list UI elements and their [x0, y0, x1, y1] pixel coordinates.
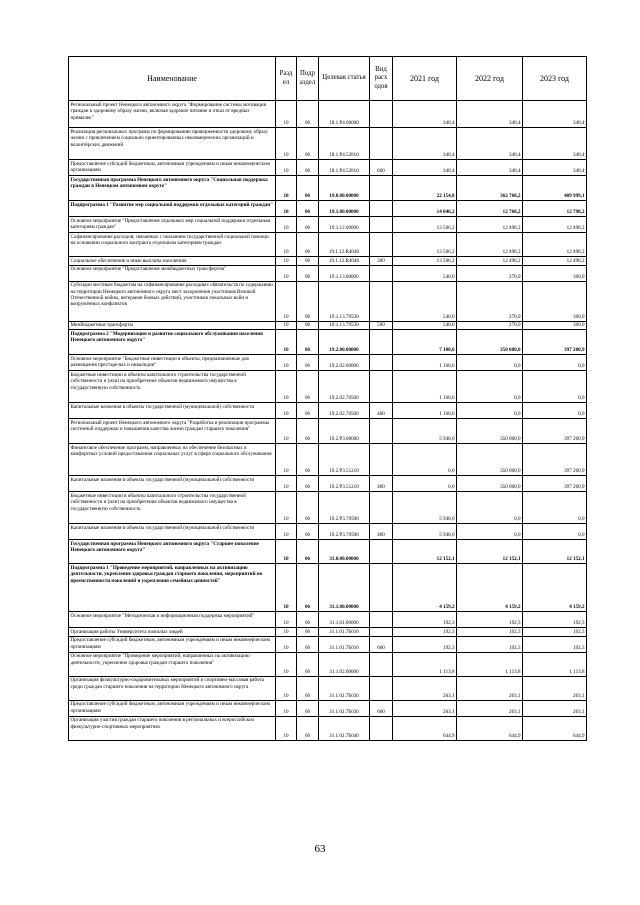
- cell-2023: 348,4: [523, 128, 587, 160]
- cell-expense-type: [370, 676, 393, 700]
- cell-name: Основное мероприятие "Предоставление межбюджетных трансфертов": [69, 265, 276, 281]
- cell-podrazdel: 06: [297, 101, 319, 128]
- cell-article: 31.1.01.7Б010: [319, 636, 370, 652]
- cell-expense-type: [370, 492, 393, 524]
- cell-podrazdel: 06: [297, 233, 319, 257]
- cell-2022: 263,1: [457, 700, 523, 716]
- table-row: [69, 201, 587, 217]
- cell-2023: 4 159,2: [523, 564, 587, 612]
- cell-name: Предоставление субсидий бюджетным, автономным учреждениям и иным некоммерческим организациям: [69, 700, 276, 716]
- cell-article: 19.2.02.00000: [319, 355, 370, 371]
- cell-podrazdel: 06: [297, 612, 319, 628]
- cell-2022: 4 159,2: [457, 564, 523, 612]
- cell-razdel: 10: [276, 160, 297, 176]
- cell-article: 31.1.02.7Б040: [319, 716, 370, 740]
- cell-article: 19.2.P3.00000: [319, 419, 370, 444]
- cell-2021: 348,4: [393, 101, 457, 128]
- cell-2022: 12 498,2: [457, 217, 523, 233]
- cell-2023: 348,4: [523, 101, 587, 128]
- cell-razdel: 10: [276, 371, 297, 403]
- table-row: [69, 160, 587, 176]
- cell-name: Капитальные вложения в объекты государственной (муниципальной) собственности: [69, 403, 276, 419]
- cell-expense-type: 600: [370, 700, 393, 716]
- cell-2021: 5 948,0: [393, 492, 457, 524]
- cell-expense-type: [370, 371, 393, 403]
- cell-razdel: 10: [276, 257, 297, 266]
- cell-name: Основное мероприятие "Методическая и информационная поддержка мероприятий": [69, 612, 276, 628]
- cell-podrazdel: 06: [297, 128, 319, 160]
- cell-2021: 22 154,8: [393, 176, 457, 201]
- cell-2021: 540,0: [393, 265, 457, 281]
- table-row: [69, 700, 587, 716]
- cell-expense-type: [370, 628, 393, 637]
- cell-name: Основное мероприятие "Бюджетные инвестиции в объекты, предназначенные для размещения престарелых и инвалидов": [69, 355, 276, 371]
- cell-2023: 263,1: [523, 676, 587, 700]
- cell-2023: 0,0: [523, 371, 587, 403]
- cell-2022: 0,0: [457, 524, 523, 540]
- cell-razdel: 10: [276, 700, 297, 716]
- table-row: [69, 330, 587, 355]
- cell-expense-type: [370, 444, 393, 476]
- cell-podrazdel: 06: [297, 265, 319, 281]
- cell-2023: 1 113,8: [523, 652, 587, 676]
- cell-2021: 5 948,0: [393, 419, 457, 444]
- cell-2023: 300,0: [523, 265, 587, 281]
- table-row: [69, 492, 587, 524]
- header-article: Целевая статья: [319, 57, 370, 101]
- cell-2021: 0,0: [393, 444, 457, 476]
- cell-article: 31.0.00.00000: [319, 540, 370, 564]
- cell-2021: 7 108,6: [393, 330, 457, 355]
- cell-expense-type: [370, 265, 393, 281]
- cell-expense-type: [370, 564, 393, 612]
- cell-2021: 1 160,6: [393, 371, 457, 403]
- cell-2023: 192,3: [523, 636, 587, 652]
- cell-razdel: 10: [276, 101, 297, 128]
- cell-article: 19.2.P3.51210: [319, 444, 370, 476]
- cell-name: Подпрограмма 1 "Развитие мер социальной поддержки отдельных категорий граждан": [69, 201, 276, 217]
- cell-article: 19.2.02.70500: [319, 403, 370, 419]
- cell-2023: 0,0: [523, 492, 587, 524]
- cell-2022: 270,0: [457, 281, 523, 321]
- cell-2022: 350 000,0: [457, 419, 523, 444]
- cell-2021: 13 506,2: [393, 233, 457, 257]
- cell-2021: 1 160,6: [393, 355, 457, 371]
- cell-podrazdel: 06: [297, 257, 319, 266]
- cell-razdel: 10: [276, 355, 297, 371]
- cell-expense-type: [370, 330, 393, 355]
- cell-podrazdel: 06: [297, 676, 319, 700]
- table-row: [69, 355, 587, 371]
- cell-razdel: 10: [276, 612, 297, 628]
- table-header-row: [69, 57, 587, 101]
- table-row: [69, 716, 587, 740]
- cell-expense-type: [370, 540, 393, 564]
- cell-razdel: 10: [276, 128, 297, 160]
- table-row: [69, 403, 587, 419]
- cell-2021: 192,3: [393, 636, 457, 652]
- table-row: [69, 636, 587, 652]
- cell-2022: 644,9: [457, 716, 523, 740]
- cell-2022: 350 000,0: [457, 330, 523, 355]
- header-podrazdel: Подр аздел: [297, 57, 319, 101]
- cell-2021: 348,4: [393, 160, 457, 176]
- cell-podrazdel: 06: [297, 652, 319, 676]
- table-row: [69, 612, 587, 628]
- cell-article: 31.1.02.7Б030: [319, 676, 370, 700]
- cell-2022: 263,1: [457, 676, 523, 700]
- cell-podrazdel: 06: [297, 540, 319, 564]
- table-row: [69, 652, 587, 676]
- cell-podrazdel: 06: [297, 524, 319, 540]
- cell-expense-type: 400: [370, 524, 393, 540]
- cell-2021: 263,1: [393, 676, 457, 700]
- cell-expense-type: [370, 233, 393, 257]
- cell-2021: 348,4: [393, 128, 457, 160]
- cell-name: Субсидии местным бюджетам на софинансирование расходных обязательств по содержанию на территории Ненецкого автономного округа мест захоронения участников Великой Отечественной войны, ветеранов боевых действий, участников локальных войн и вооружённых конфликтов: [69, 281, 276, 321]
- cell-2023: 397 200,9: [523, 476, 587, 492]
- cell-razdel: 10: [276, 217, 297, 233]
- cell-razdel: 10: [276, 265, 297, 281]
- cell-article: 19.2.P3.51210: [319, 476, 370, 492]
- cell-2023: 192,3: [523, 612, 587, 628]
- cell-name: Социальное обеспечение и иные выплаты населению: [69, 257, 276, 266]
- header-razdel: Разд ел: [276, 57, 297, 101]
- cell-podrazdel: 06: [297, 371, 319, 403]
- table-row: [69, 371, 587, 403]
- cell-name: Предоставление субсидий бюджетным, автономным учреждениям и иным некоммерческим организациям: [69, 160, 276, 176]
- cell-expense-type: [370, 217, 393, 233]
- budget-table: [68, 56, 587, 741]
- header-name: Наименование: [69, 57, 276, 101]
- cell-2021: 13 506,2: [393, 217, 457, 233]
- cell-article: 19.1.13.79530: [319, 281, 370, 321]
- cell-expense-type: [370, 176, 393, 201]
- cell-2022: 348,4: [457, 160, 523, 176]
- cell-podrazdel: 06: [297, 419, 319, 444]
- cell-2023: 12 498,2: [523, 233, 587, 257]
- cell-name: Организация участия граждан старшего поколения в региональных и всероссийских физкультурно-спортивных мероприятиях: [69, 716, 276, 740]
- cell-2023: 12 798,2: [523, 201, 587, 217]
- cell-2023: 300,0: [523, 281, 587, 321]
- cell-2022: 1 113,8: [457, 652, 523, 676]
- cell-razdel: 10: [276, 636, 297, 652]
- cell-name: Организация работы Университета пожилых людей: [69, 628, 276, 637]
- cell-2021: 14 046,2: [393, 201, 457, 217]
- table-row: [69, 233, 587, 257]
- cell-2021: 540,0: [393, 321, 457, 330]
- cell-expense-type: [370, 419, 393, 444]
- table-row: [69, 676, 587, 700]
- header-2021: 2021 год: [393, 57, 457, 101]
- table-row: [69, 176, 587, 201]
- cell-2021: 0,0: [393, 476, 457, 492]
- table-body: [69, 101, 587, 741]
- cell-2022: 192,3: [457, 636, 523, 652]
- cell-article: 31.1.01.7Б010: [319, 628, 370, 637]
- cell-2023: 397 200,9: [523, 444, 587, 476]
- cell-2022: 0,0: [457, 492, 523, 524]
- cell-name: Основное мероприятие "Проведение мероприятий, направленных на активизацию деятельности, укрепление здоровья граждан старшего поколения": [69, 652, 276, 676]
- cell-podrazdel: 06: [297, 201, 319, 217]
- cell-name: Финансовое обеспечение программ, направленных на обеспечение безопасных и комфортных условий предоставления социальных услуг в сфере социального обслуживания: [69, 444, 276, 476]
- cell-razdel: 10: [276, 524, 297, 540]
- cell-2021: 12 152,1: [393, 540, 457, 564]
- cell-2023: 397 200,9: [523, 330, 587, 355]
- cell-2022: 348,4: [457, 128, 523, 160]
- cell-name: Софинансирование расходов, связанных с оказанием государственной социальной помощи на основании социального контракта отдельным категориям граждан: [69, 233, 276, 257]
- cell-expense-type: 600: [370, 636, 393, 652]
- cell-article: 19.2.P3.70500: [319, 492, 370, 524]
- cell-article: 31.1.01.00000: [319, 612, 370, 628]
- cell-razdel: 10: [276, 476, 297, 492]
- cell-expense-type: [370, 716, 393, 740]
- cell-2023: 397 200,9: [523, 419, 587, 444]
- cell-name: Региональный проект Ненецкого автономного округа "Формирование системы мотивации граждан к здоровому образу жизни, включая здоровое питание и отказ от вредных привычек": [69, 101, 276, 128]
- cell-podrazdel: 06: [297, 716, 319, 740]
- cell-expense-type: 500: [370, 321, 393, 330]
- cell-podrazdel: 06: [297, 564, 319, 612]
- cell-2023: 409 999,1: [523, 176, 587, 201]
- cell-2021: 192,3: [393, 628, 457, 637]
- table-row: [69, 444, 587, 476]
- cell-podrazdel: 06: [297, 492, 319, 524]
- cell-2022: 348,4: [457, 101, 523, 128]
- cell-2022: 362 768,2: [457, 176, 523, 201]
- cell-2021: 540,0: [393, 281, 457, 321]
- cell-podrazdel: 06: [297, 160, 319, 176]
- cell-2021: 1 160,6: [393, 403, 457, 419]
- cell-2021: 192,3: [393, 612, 457, 628]
- cell-podrazdel: 06: [297, 176, 319, 201]
- cell-2023: 12 152,1: [523, 540, 587, 564]
- table-row: [69, 321, 587, 330]
- cell-razdel: 10: [276, 419, 297, 444]
- cell-podrazdel: 06: [297, 355, 319, 371]
- cell-2022: 0,0: [457, 371, 523, 403]
- cell-article: 19.1.13.00000: [319, 265, 370, 281]
- cell-2022: 350 000,0: [457, 476, 523, 492]
- cell-podrazdel: 06: [297, 636, 319, 652]
- cell-podrazdel: 06: [297, 321, 319, 330]
- cell-2023: 192,3: [523, 628, 587, 637]
- cell-article: 18.1.P4.00000: [319, 101, 370, 128]
- cell-2023: 263,1: [523, 700, 587, 716]
- cell-expense-type: [370, 652, 393, 676]
- cell-2022: 270,0: [457, 321, 523, 330]
- cell-2022: 350 000,0: [457, 444, 523, 476]
- cell-name: Реализация региональных программ по формированию приверженности здоровому образу жизни с привлечением социально ориентированных некоммерческих организаций и волонтёрских движений: [69, 128, 276, 160]
- cell-expense-type: [370, 128, 393, 160]
- cell-name: Организация физкультурно-оздоровительных мероприятий и спортивно-массовая работа среди граждан старшего поколения на территории Ненецкого автономного округа: [69, 676, 276, 700]
- cell-name: Капитальные вложения в объекты государственной (муниципальной) собственности: [69, 476, 276, 492]
- page-number: 63: [314, 843, 326, 855]
- cell-razdel: 10: [276, 540, 297, 564]
- cell-2022: 192,3: [457, 612, 523, 628]
- cell-2022: 270,0: [457, 265, 523, 281]
- cell-razdel: 10: [276, 321, 297, 330]
- cell-expense-type: 400: [370, 403, 393, 419]
- cell-2021: 644,9: [393, 716, 457, 740]
- cell-2022: 12 498,2: [457, 233, 523, 257]
- cell-name: Межбюджетные трансферты: [69, 321, 276, 330]
- cell-expense-type: 400: [370, 476, 393, 492]
- header-2022: 2022 год: [457, 57, 523, 101]
- cell-razdel: 10: [276, 628, 297, 637]
- cell-expense-type: 300: [370, 257, 393, 266]
- table-row: [69, 265, 587, 281]
- cell-expense-type: [370, 281, 393, 321]
- cell-podrazdel: 06: [297, 476, 319, 492]
- cell-2023: 12 498,2: [523, 217, 587, 233]
- cell-podrazdel: 06: [297, 330, 319, 355]
- cell-article: 19.1.12.R4040: [319, 233, 370, 257]
- cell-2023: 0,0: [523, 524, 587, 540]
- cell-article: 19.1.12.00000: [319, 217, 370, 233]
- cell-expense-type: [370, 355, 393, 371]
- table-row: [69, 281, 587, 321]
- header-expense-type: Вид расх одов: [370, 57, 393, 101]
- cell-expense-type: [370, 201, 393, 217]
- cell-name: Основное мероприятие "Предоставление отдельных мер социальной поддержки отдельным категориям граждан": [69, 217, 276, 233]
- cell-razdel: 10: [276, 403, 297, 419]
- table-row: [69, 628, 587, 637]
- cell-article: 31.1.00.00000: [319, 564, 370, 612]
- cell-razdel: 10: [276, 176, 297, 201]
- cell-podrazdel: 06: [297, 281, 319, 321]
- cell-podrazdel: 06: [297, 444, 319, 476]
- cell-article: 31.1.02.00000: [319, 652, 370, 676]
- table-row: [69, 564, 587, 612]
- cell-name: Региональный проект Ненецкого автономного округа "Разработка и реализация программы системной поддержки и повышения качества жизни граждан старшего поколения": [69, 419, 276, 444]
- cell-2021: 1 113,8: [393, 652, 457, 676]
- cell-2023: 12 498,2: [523, 257, 587, 266]
- cell-razdel: 10: [276, 330, 297, 355]
- cell-name: Подпрограмма 1 "Проведение мероприятий, направленных на активизацию деятельности, укрепление здоровья граждан старшего поколения, мероприятий по преемственности поколений и укрепления семейных ценностей": [69, 564, 276, 612]
- cell-name: Подпрограмма 2 "Модернизация и развитие социального обслуживания населения Ненецкого автономного округа": [69, 330, 276, 355]
- table-row: [69, 257, 587, 266]
- cell-name: Государственная программа Ненецкого автономного округа "Старшее поколение Ненецкого автономного округа": [69, 540, 276, 564]
- cell-article: 19.2.00.00000: [319, 330, 370, 355]
- cell-2022: 12 152,1: [457, 540, 523, 564]
- cell-2023: 0,0: [523, 403, 587, 419]
- cell-article: 19.1.13.79530: [319, 321, 370, 330]
- cell-podrazdel: 06: [297, 403, 319, 419]
- cell-podrazdel: 06: [297, 217, 319, 233]
- cell-expense-type: [370, 101, 393, 128]
- cell-2022: 0,0: [457, 355, 523, 371]
- cell-name: Капитальные вложения в объекты государственной (муниципальной) собственности: [69, 524, 276, 540]
- cell-2023: 644,9: [523, 716, 587, 740]
- cell-razdel: 10: [276, 201, 297, 217]
- cell-article: 19.0.00.00000: [319, 176, 370, 201]
- cell-expense-type: [370, 612, 393, 628]
- cell-razdel: 10: [276, 233, 297, 257]
- cell-expense-type: 600: [370, 160, 393, 176]
- cell-article: 19.1.00.00000: [319, 201, 370, 217]
- cell-razdel: 10: [276, 444, 297, 476]
- cell-2022: 12 498,2: [457, 257, 523, 266]
- table-row: [69, 217, 587, 233]
- cell-name: Бюджетные инвестиции в объекты капитального строительства государственной собственности и (или) на приобретение объектов недвижимого имущества в государственную собственность: [69, 371, 276, 403]
- cell-article: 18.1.P4.52810: [319, 128, 370, 160]
- budget-page: [68, 56, 586, 741]
- table-row: [69, 101, 587, 128]
- table-row: [69, 524, 587, 540]
- cell-razdel: 10: [276, 281, 297, 321]
- cell-article: 19.2.P3.70500: [319, 524, 370, 540]
- cell-2023: 300,0: [523, 321, 587, 330]
- cell-podrazdel: 06: [297, 628, 319, 637]
- cell-2023: 348,4: [523, 160, 587, 176]
- table-row: [69, 476, 587, 492]
- cell-article: 19.2.02.70500: [319, 371, 370, 403]
- cell-article: 19.1.12.R4040: [319, 257, 370, 266]
- table-row: [69, 540, 587, 564]
- cell-podrazdel: 06: [297, 700, 319, 716]
- cell-name: Государственная программа Ненецкого автономного округа "Социальная поддержка граждан в Ненецком автономном округе": [69, 176, 276, 201]
- cell-razdel: 10: [276, 716, 297, 740]
- cell-2022: 12 768,2: [457, 201, 523, 217]
- cell-name: Бюджетные инвестиции в объекты капитального строительства государственной собственности и (или) на приобретение объектов недвижимого имущества в государственную собственность: [69, 492, 276, 524]
- cell-razdel: 10: [276, 564, 297, 612]
- cell-razdel: 10: [276, 492, 297, 524]
- cell-razdel: 10: [276, 652, 297, 676]
- cell-2021: 5 948,0: [393, 524, 457, 540]
- cell-article: 31.1.02.7Б030: [319, 700, 370, 716]
- cell-2022: 192,3: [457, 628, 523, 637]
- table-row: [69, 128, 587, 160]
- cell-2022: 0,0: [457, 403, 523, 419]
- cell-article: 18.1.P4.52810: [319, 160, 370, 176]
- header-2023: 2023 год: [523, 57, 587, 101]
- cell-razdel: 10: [276, 676, 297, 700]
- cell-2021: 4 159,2: [393, 564, 457, 612]
- cell-2023: 0,0: [523, 355, 587, 371]
- cell-2021: 13 506,2: [393, 257, 457, 266]
- cell-name: Предоставление субсидий бюджетным, автономным учреждениям и иным некоммерческим организациям: [69, 636, 276, 652]
- table-row: [69, 419, 587, 444]
- cell-2021: 263,1: [393, 700, 457, 716]
